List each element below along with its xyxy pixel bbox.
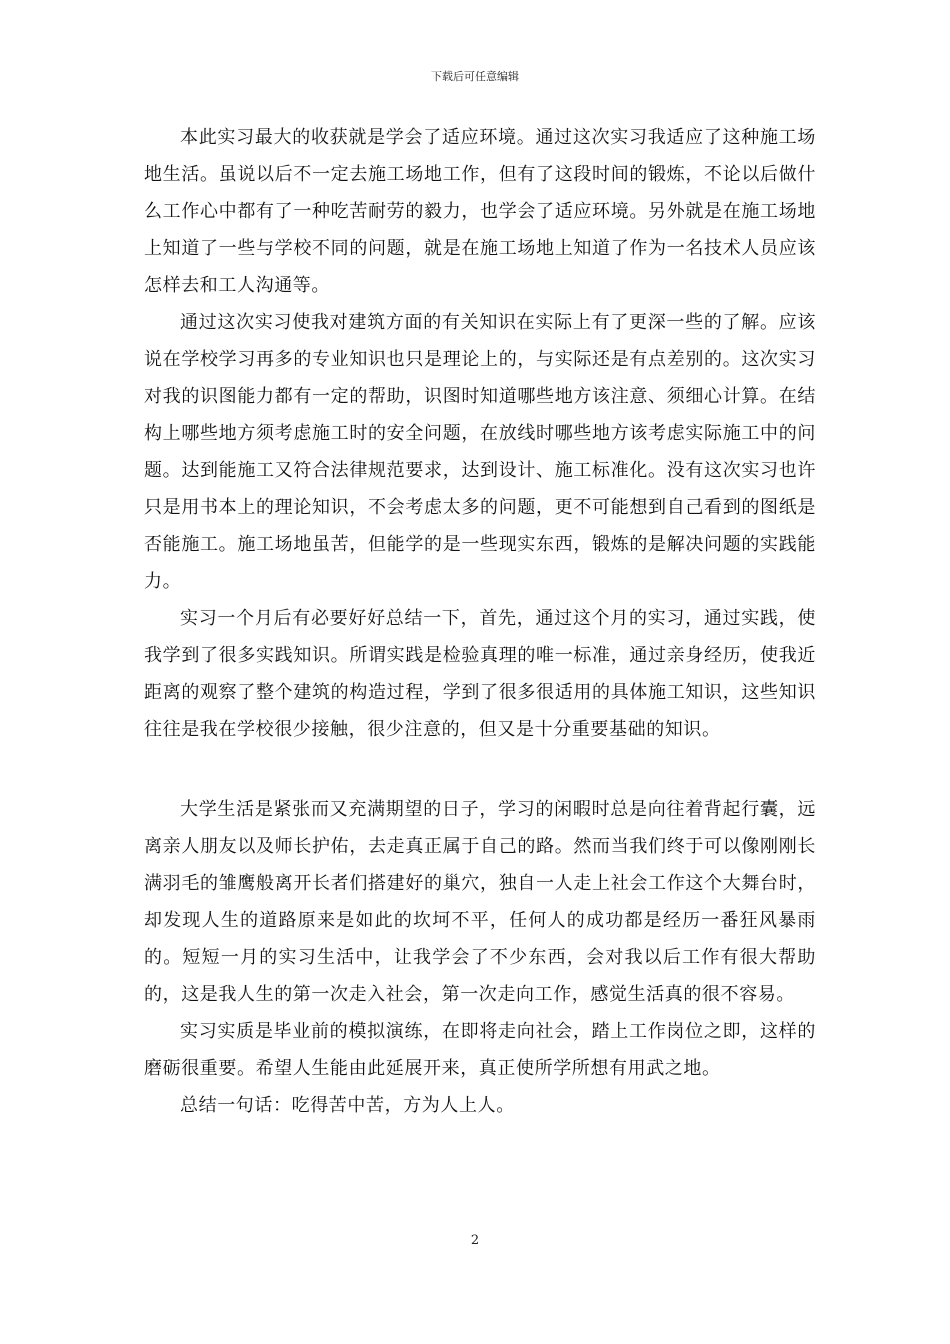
text-block-university-life: [144, 791, 816, 1124]
paragraph: 实习实质是毕业前的模拟演练，在即将走向社会，踏上工作岗位之即，这样的磨砺很重要。希望人生能由此延展开来，真正使所学所想有用武之地。: [144, 1021, 816, 1079]
page-number: 2: [470, 1233, 480, 1248]
paragraph: 本此实习最大的收获就是学会了适应环境。通过这次实习我适应了这种施工场地生活。虽说以后不一定去施工场地工作，但有了这段时间的锻炼，不论以后做什么工作心中都有了一种吃苦耐劳的毅力，也学会了适应环境。另外就是在施工场地上知道了一些与学校不同的问题，就是在施工场地上知道了作为一名技术人员应该怎样去和工人沟通等。: [144, 127, 816, 296]
paragraph: 通过这次实习使我对建筑方面的有关知识在实际上有了更深一些的了解。应该说在学校学习再多的专业知识也只是理论上的，与实际还是有点差别的。这次实习对我的识图能力都有一定的帮助，识图时知道哪些地方该注意、须细心计算。在结构上哪些地方须考虑施工时的安全问题，在放线时哪些地方该考虑实际施工中的问题。达到能施工又符合法律规范要求，达到设计、施工标准化。没有这次实习也许只是用书本上的理论知识，不会考虑太多的问题，更不可能想到自己看到的图纸是否能施工。施工场地虽苦，但能学的是一些现实东西，锻炼的是解决问题的实践能力。: [144, 312, 816, 592]
paragraph: 总结一句话：吃得苦中苦，方为人上人。: [180, 1095, 515, 1116]
text-block-internship-reflection: [144, 119, 816, 748]
paragraph: 实习一个月后有必要好好总结一下，首先，通过这个月的实习，通过实践，使我学到了很多实践知识。所谓实践是检验真理的唯一标准，通过亲身经历，使我近距离的观察了整个建筑的构造过程，学到了很多很适用的具体施工知识，这些知识往往是我在学校很少接触，很少注意的，但又是十分重要基础的知识。: [144, 608, 816, 740]
paragraph: 大学生活是紧张而又充满期望的日子，学习的闲暇时总是向往着背起行囊，远离亲人朋友以及师长护佑，去走真正属于自己的路。然而当我们终于可以像刚刚长满羽毛的雏鹰般离开长者们搭建好的巢穴，独自一人走上社会工作这个大舞台时，却发现人生的道路原来是如此的坎坷不平，任何人的成功都是经历一番狂风暴雨的。短短一月的实习生活中，让我学会了不少东西，会对我以后工作有很大帮助的，这是我人生的第一次走入社会，第一次走向工作，感觉生活真的很不容易。: [144, 799, 816, 1005]
page-header: 下载后可任意编辑: [431, 70, 519, 83]
